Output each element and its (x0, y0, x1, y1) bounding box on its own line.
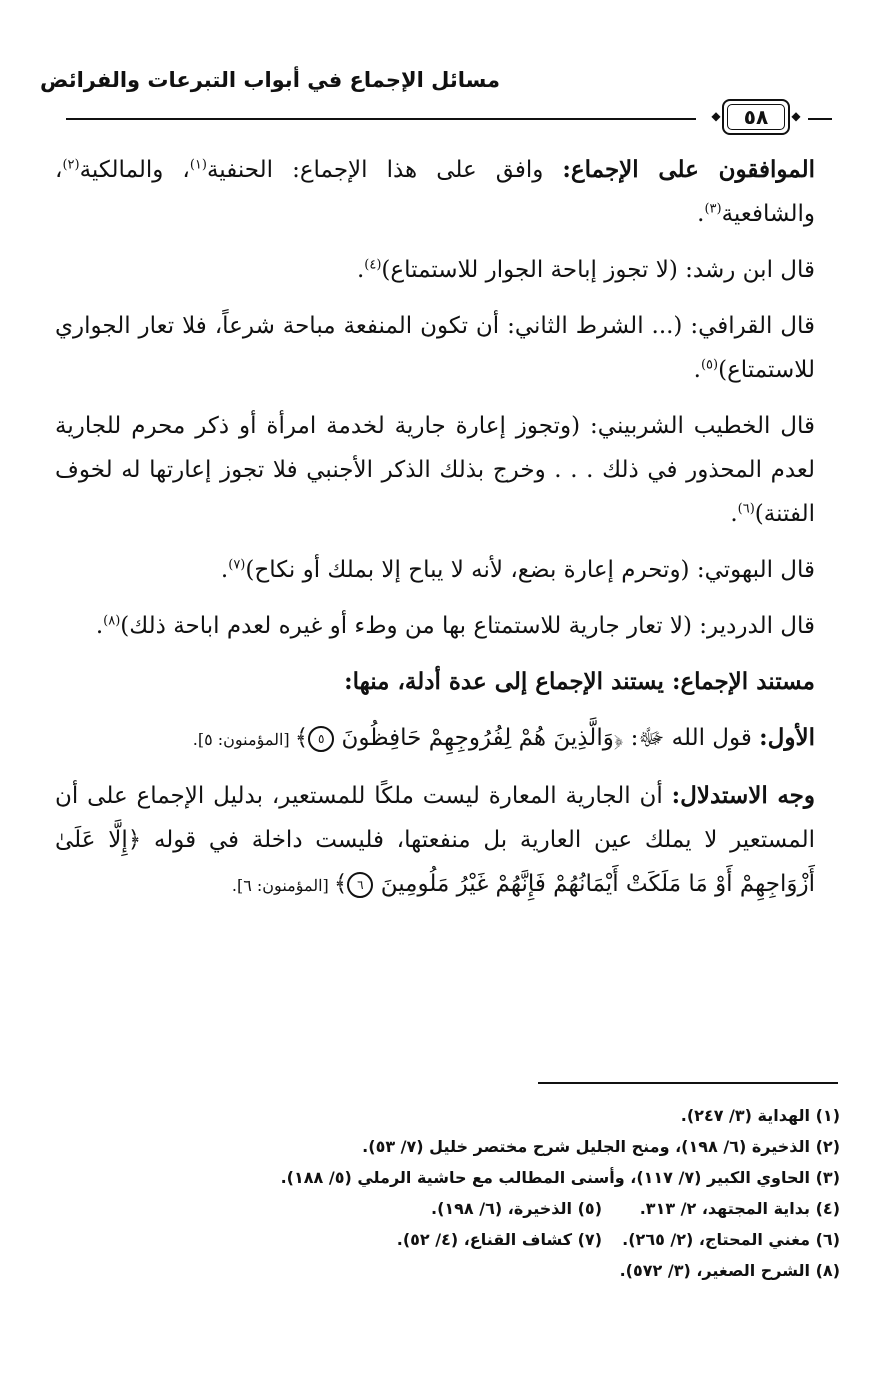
footnote (40, 1255, 840, 1286)
text: وافق على هذا الإجماع: الحنفية (206, 157, 563, 183)
footnote-pair (40, 1224, 840, 1255)
footnotes (40, 1100, 840, 1286)
page-number: ٥٨ (743, 105, 769, 129)
quran-verse: ﴿وَالَّذِينَ هُمْ لِفُرُوجِهِمْ حَافِظُونَ (341, 725, 624, 751)
paragraph-qarafi (55, 304, 815, 392)
ornament-left-icon: ◆ (711, 109, 721, 123)
text: . (220, 557, 229, 583)
text: قول الله ﷻ: (623, 725, 760, 751)
footnote-ref: (٥) (700, 357, 719, 373)
section-label: الموافقون على الإجماع: (562, 156, 815, 183)
quran-reference: [المؤمنون: ٦]. (231, 876, 334, 895)
paragraph-dardir (55, 604, 815, 648)
footnote-text: (٧) كشاف القناع، (٤/ ٥٢). (396, 1230, 602, 1249)
text: قال ابن رشد: (لا تجوز إباحة الجوار للاستمتاع) (381, 257, 815, 283)
header-rule-right (808, 118, 832, 120)
running-header-title: مسائل الإجماع في أبواب التبرعات والفرائض (40, 68, 500, 92)
text: . (95, 613, 104, 639)
ayah-number-icon: ٦ (347, 872, 373, 898)
text: قال الخطيب الشربيني: (وتجوز إعارة جارية لخدمة امرأة أو ذكر محرم للجارية لعدم المحذور في ذلك . . . وخرج بذلك الذكر الأجنبي فلا تجوز إعارتها له لخوف الفتنة) (55, 413, 815, 527)
text: . (356, 257, 365, 283)
page-number-frame (708, 95, 804, 139)
footnote-text: (٦) مغني المحتاج، (٢/ ٢٦٥). (622, 1230, 840, 1249)
footnote-ref: (٧) (228, 557, 246, 573)
section-label: وجه الاستدلال: (671, 782, 815, 809)
paragraph-shirbini (55, 404, 815, 536)
footnote (40, 1131, 840, 1162)
text: ، والشافعية (55, 157, 815, 227)
footnote-ref: (٣) (704, 201, 722, 217)
footnote-separator (538, 1082, 838, 1084)
footnote-ref: (٨) (103, 613, 121, 629)
ayah-number-icon: ٥ (308, 726, 334, 752)
text: . (693, 357, 701, 383)
text: . (697, 201, 705, 227)
text: . (730, 501, 738, 527)
footnote-pair (40, 1193, 840, 1224)
main-text (55, 148, 815, 920)
footnote-ref: (٦) (737, 501, 755, 517)
footnote-ref: (٢) (62, 157, 80, 173)
footnote-text: (٤) بداية المجتهد، ٢/ ٣١٣. (639, 1199, 840, 1218)
quran-reference: [المؤمنون: ٥]. (192, 730, 295, 749)
footnote-text: (١) الهداية (٣/ ٢٤٧). (680, 1106, 840, 1125)
paragraph-first-evidence (55, 716, 815, 762)
footnote (40, 1162, 840, 1193)
paragraph-reasoning (55, 774, 815, 908)
header-rule (66, 118, 696, 120)
footnote-ref: (٤) (364, 257, 382, 273)
quran-bracket: ﴾ (294, 725, 309, 751)
paragraph-bahuti (55, 548, 815, 592)
ornament-right-icon: ◆ (791, 109, 801, 123)
paragraph-ibn-rushd (55, 248, 815, 292)
text: قال القرافي: (... الشرط الثاني: أن تكون المنفعة مباحة شرعاً، فلا تعار الجواري للاستمتاع) (55, 313, 815, 383)
footnote-text: (٨) الشرح الصغير، (٣/ ٥٧٢). (619, 1261, 840, 1280)
paragraph-agreeing-schools (55, 148, 815, 236)
footnote-text: (٣) الحاوي الكبير (٧/ ١١٧)، وأسنى المطالب مع حاشية الرملي (٥/ ١٨٨). (280, 1168, 840, 1187)
footnote (40, 1100, 840, 1131)
footnote-ref: (١) (189, 157, 207, 173)
section-label: الأول: (759, 724, 815, 751)
quran-bracket: ﴾ (333, 871, 348, 897)
footnote-text: (٥) الذخيرة، (٦/ ١٩٨). (431, 1199, 602, 1218)
text: قال البهوتي: (وتحرم إعارة بضع، لأنه لا يباح إلا بملك أو نكاح) (245, 557, 815, 583)
text: ، والمالكية (79, 157, 190, 183)
section-heading-evidence: مستند الإجماع: يستند الإجماع إلى عدة أدلة، منها: (344, 668, 815, 695)
text: أن الجارية المعارة ليست ملكًا للمستعير، بدليل الإجماع على أن المستعير لا يملك عين العارية بل منفعتها، فليست داخلة في قوله (55, 783, 815, 853)
quran-verse: ﴿إِلَّا عَلَىٰ أَزْوَاجِهِمْ أَوْ مَا مَلَكَتْ أَيْمَانُهُمْ فَإِنَّهُمْ غَيْرُ مَلُومِينَ (55, 827, 815, 897)
text: قال الدردير: (لا تعار جارية للاستمتاع بها من وطء أو غيره لعدم اباحة ذلك) (120, 613, 815, 639)
footnote-text: (٢) الذخيرة (٦/ ١٩٨)، ومنح الجليل شرح مختصر خليل (٧/ ٥٣). (362, 1137, 840, 1156)
